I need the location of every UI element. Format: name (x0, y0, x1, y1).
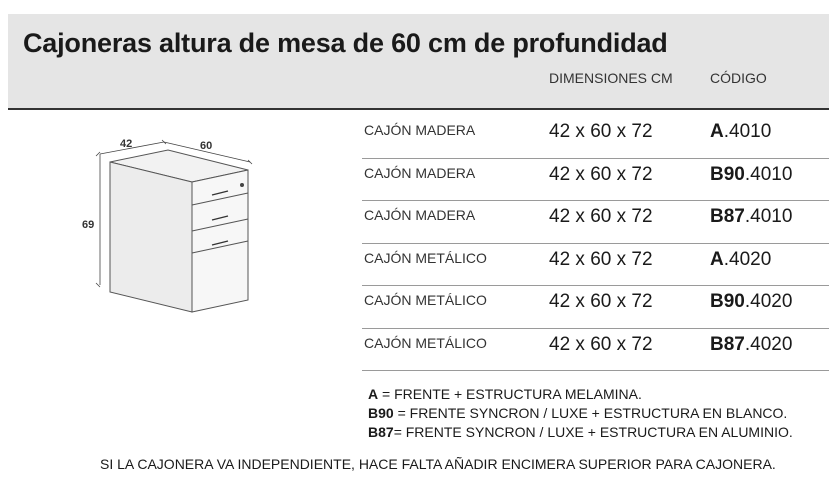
legend-key: B90 (368, 405, 394, 421)
legend (368, 385, 793, 442)
legend-key: A (368, 386, 379, 402)
table-row (362, 244, 829, 287)
legend-line (368, 385, 793, 404)
table-row (362, 201, 829, 244)
code-suffix: .4010 (744, 206, 793, 227)
product-dimensions: 42 x 60 x 72 (549, 163, 653, 185)
header-band (8, 14, 829, 110)
product-name: CAJÓN MADERA (364, 164, 476, 181)
product-table (362, 116, 829, 371)
code-prefix: A (710, 121, 724, 142)
legend-text: = FRENTE SYNCRON / LUXE + ESTRUCTURA EN ALUMINIO. (393, 424, 793, 440)
column-header-dimensions: DIMENSIONES CM (549, 70, 673, 86)
product-code (710, 206, 792, 228)
product-name: CAJÓN METÁLICO (364, 334, 487, 351)
code-prefix: A (710, 248, 724, 270)
depth-label: 60 (200, 140, 213, 152)
product-dimensions: 42 x 60 x 72 (549, 333, 653, 355)
product-dimensions: 42 x 60 x 72 (549, 248, 653, 270)
product-name: CAJÓN MADERA (364, 207, 476, 223)
code-suffix: .4020 (744, 291, 793, 312)
code-prefix: B90 (710, 291, 745, 312)
code-prefix: B87 (710, 206, 745, 227)
product-name: CAJÓN MADERA (364, 122, 476, 138)
product-dimensions: 42 x 60 x 72 (549, 121, 653, 142)
product-code (710, 121, 771, 143)
code-prefix: B90 (710, 163, 745, 185)
code-suffix: .4010 (744, 163, 793, 185)
cabinet-body (110, 150, 248, 312)
product-name: CAJÓN METÁLICO (364, 249, 487, 266)
height-label: 69 (82, 219, 95, 231)
product-code (710, 164, 792, 186)
legend-line (368, 404, 793, 423)
table-row (362, 116, 829, 159)
footnote: SI LA CAJONERA VA INDEPENDIENTE, HACE FALTA AÑADIR ENCIMERA SUPERIOR PARA CAJONERA. (100, 456, 776, 472)
legend-line (368, 423, 793, 442)
product-code (710, 334, 792, 356)
product-code (710, 291, 792, 313)
code-suffix: .4010 (723, 121, 772, 142)
legend-text: = FRENTE + ESTRUCTURA MELAMINA. (378, 386, 642, 402)
product-dimensions: 42 x 60 x 72 (549, 291, 653, 312)
legend-key: B87 (368, 424, 394, 440)
lock-icon (240, 183, 244, 187)
width-label: 42 (120, 138, 133, 150)
table-row (362, 286, 829, 329)
product-code (710, 249, 771, 271)
table-row (362, 329, 829, 372)
drawer-unit-drawing (78, 130, 268, 320)
table-row (362, 159, 829, 202)
code-prefix: B87 (710, 333, 745, 355)
code-suffix: .4020 (744, 333, 793, 355)
code-suffix: .4020 (723, 248, 772, 270)
product-dimensions: 42 x 60 x 72 (549, 206, 653, 227)
column-header-code: CÓDIGO (710, 70, 767, 86)
page-title: Cajoneras altura de mesa de 60 cm de profundidad (23, 28, 668, 58)
legend-text: = FRENTE SYNCRON / LUXE + ESTRUCTURA EN BLANCO. (393, 405, 788, 421)
product-name: CAJÓN METÁLICO (364, 292, 487, 308)
